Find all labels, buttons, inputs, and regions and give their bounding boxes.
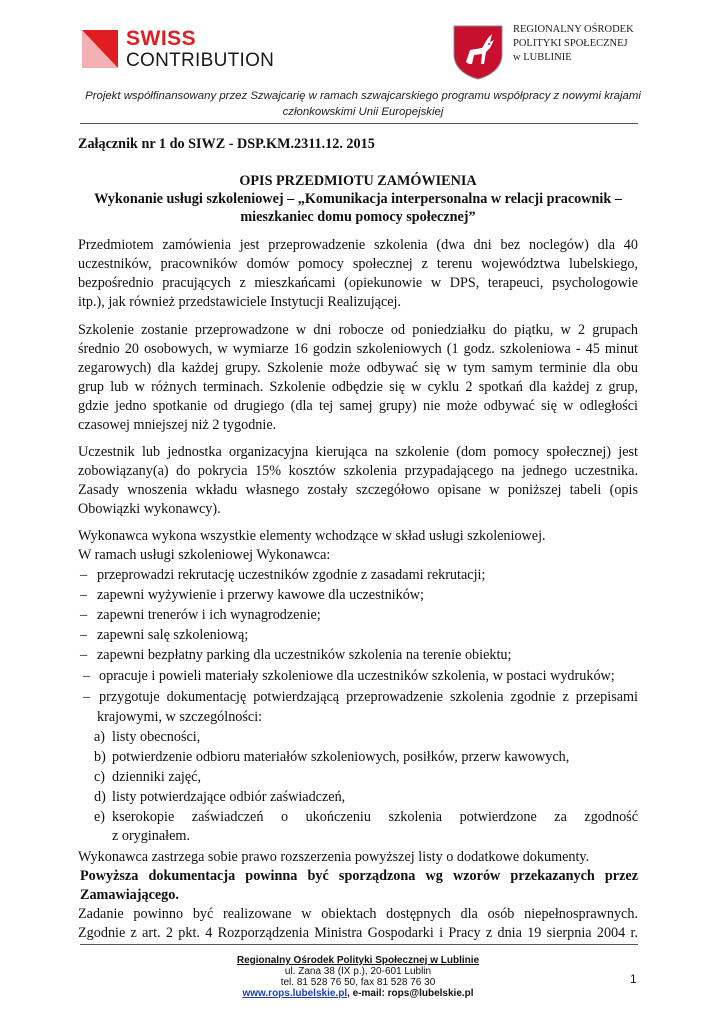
list-item: zapewni wyżywienie i przerwy kawowe dla uczestników;	[97, 587, 424, 603]
logo-swiss-text: SWISS	[126, 27, 197, 50]
bold-paragraph-line: Zamawiającego.	[80, 887, 179, 903]
sublist-letter: c)	[94, 769, 106, 785]
list-item: przeprowadzi rekrutację uczestników zgodnie z zasadami rekrutacji;	[97, 567, 486, 583]
paragraph-line: zegarowych) dla każdej grupy. Szkolenie może odbywać się w tym samym terminie dla obu	[78, 360, 638, 376]
sublist-letter: e)	[94, 809, 106, 825]
paragraph-line: Obowiązki wykonawcy).	[78, 501, 221, 517]
footer-address: ul. Zana 38 (IX p.), 20-601 Lublin	[284, 966, 432, 977]
list-bullet: –	[80, 607, 88, 623]
sublist-item: kserokopie zaświadczeń o ukończeniu szkolenia potwierdzone za zgodność	[112, 809, 638, 825]
bold-paragraph-line: Powyższa dokumentacja powinna być sporządzona wg wzorów przekazanych przez	[80, 868, 638, 884]
list-bullet: –	[83, 668, 91, 684]
footer-email: , e-mail: rops@lubelskie.pl	[347, 988, 474, 999]
paragraph-line: średnio 20 osobowych, w wymiarze 16 godzin szkoleniowych (1 godz. szkoleniowa - 45 minut	[78, 341, 638, 357]
paragraph-line: Zadanie powinno być realizowane w obiektach dostępnych dla osób niepełnosprawnych.	[78, 906, 638, 922]
document-title: OPIS PRZEDMIOTU ZAMÓWIENIA	[239, 173, 477, 189]
footer-org-name: Regionalny Ośrodek Polityki Społecznej w Lublinie	[236, 955, 480, 966]
sublist-letter: b)	[94, 749, 106, 765]
sublist-letter: a)	[94, 729, 106, 745]
footer-divider	[80, 944, 638, 945]
paragraph-line: Przedmiotem zamówienia jest przeprowadzenie szkolenia (dwa dni bez noclegów) dla 40	[78, 237, 638, 253]
list-bullet: –	[80, 567, 88, 583]
page-number: 1	[630, 972, 637, 986]
paragraph-line: Uczestnik lub jednostka organizacyjna kierująca na szkolenie (dom pomocy społecznej) jest	[78, 444, 638, 460]
list-bullet: –	[83, 689, 91, 705]
cofinancing-note	[70, 88, 656, 120]
list-item-continuation: krajowymi, w szczególności:	[97, 709, 263, 725]
list-item: przygotuje dokumentację potwierdzającą przeprowadzenie szkolenia zgodnie z przepisami	[99, 689, 638, 705]
coat-of-arms-icon	[452, 24, 504, 80]
cofinancing-line: członkowskimi Unii Europejskiej	[282, 106, 444, 118]
cofinancing-line: Projekt współfinansowany przez Szwajcarię w ramach szwajcarskiego programu współpracy z nowymi krajami	[85, 90, 641, 102]
list-item: zapewni salę szkoleniową;	[97, 627, 249, 643]
list-item: opracuje i powieli materiały szkoleniowe dla uczestników szkolenia, w postaci wydruków;	[99, 668, 615, 684]
logo-contribution-text: CONTRIBUTION	[126, 50, 275, 71]
paragraph-line: itp.), jak również przedstawiciele Instytucji Realizującej.	[78, 294, 402, 310]
paragraph-line: uczestników, pracowników domów pomocy społecznej z terenu województwa lubelskiego,	[78, 256, 638, 272]
document-subtitle: mieszkaniec domu pomocy społecznej”	[240, 209, 476, 225]
website-link[interactable]: www.rops.lubelskie.pl	[242, 988, 348, 999]
org-line: REGIONALNY OŚRODEK	[513, 24, 634, 35]
sublist-letter: d)	[94, 789, 106, 805]
organization-name	[513, 23, 653, 65]
paragraph-line: Zgodnie z art. 2 pkt. 4 Rozporządzenia Ministra Gospodarki i Pracy z dnia 19 sierpnia 2004 r.	[78, 925, 638, 941]
paragraph-line: Wykonawca wykona wszystkie elementy wchodzące w skład usługi szkoleniowej.	[78, 528, 546, 544]
swiss-contribution-logo	[82, 27, 277, 74]
document-subtitle: Wykonanie usługi szkoleniowej – „Komunikacja interpersonalna w relacji pracownik –	[94, 191, 622, 207]
sublist-item: potwierdzenie odbioru materiałów szkoleniowych, posiłków, przerw kawowych,	[112, 749, 570, 765]
sublist-item-continuation: z oryginałem.	[112, 828, 191, 844]
list-item: zapewni trenerów i ich wynagrodzenie;	[97, 607, 321, 623]
footer-contact	[78, 988, 638, 999]
sublist-item: dzienniki zajęć,	[112, 769, 202, 785]
paragraph-line: bezpośrednio pracujących z mieszkańcami (opiekunowie w DPS, terapeuci, psychologowie	[78, 275, 638, 291]
list-bullet: –	[80, 627, 88, 643]
list-bullet: –	[80, 587, 88, 603]
sublist-item: listy obecności,	[112, 729, 201, 745]
paragraph-line: czasowej mniejszej niż 2 tygodnie.	[78, 417, 277, 433]
paragraph-line: zobowiązany(a) do pokrycia 15% kosztów szkolenia przypadającego na jednego uczestnika.	[78, 463, 638, 479]
paragraph-line: grup lub w różnych terminach. Szkolenie odbędzie się w cyklu 2 spotkań dla każdej z grup,	[78, 379, 638, 395]
paragraph-line: Szkolenie zostanie przeprowadzone w dni robocze od poniedziałku do piątku, w 2 grupach	[78, 322, 638, 338]
paragraph-line: Zasady wnoszenia wkładu własnego zostały szczegółowo opisane w poniższej tabeli (opis	[78, 482, 638, 498]
swiss-logo-mark-icon	[82, 30, 118, 68]
org-line: w LUBLINIE	[513, 52, 572, 63]
paragraph-line: gdzie jedno spotkanie od drugiego (dla tej samej grupy) nie może odbywać się w odległości	[78, 398, 638, 414]
paragraph-line: W ramach usługi szkoleniowej Wykonawca:	[78, 547, 331, 563]
list-bullet: –	[80, 647, 88, 663]
header-divider	[80, 123, 638, 124]
sublist-item: listy potwierdzające odbiór zaświadczeń,	[112, 789, 346, 805]
paragraph-line: Wykonawca zastrzega sobie prawo rozszerzenia powyższej listy o dodatkowe dokumenty.	[78, 849, 590, 865]
annex-label: Załącznik nr 1 do SIWZ - DSP.KM.2311.12. 2015	[78, 136, 375, 152]
org-line: POLITYKI SPOŁECZNEJ	[513, 38, 628, 49]
list-item: zapewni bezpłatny parking dla uczestników szkolenia na terenie obiektu;	[97, 647, 512, 663]
footer-phone: tel. 81 528 76 50, fax 81 528 76 30	[280, 977, 436, 988]
